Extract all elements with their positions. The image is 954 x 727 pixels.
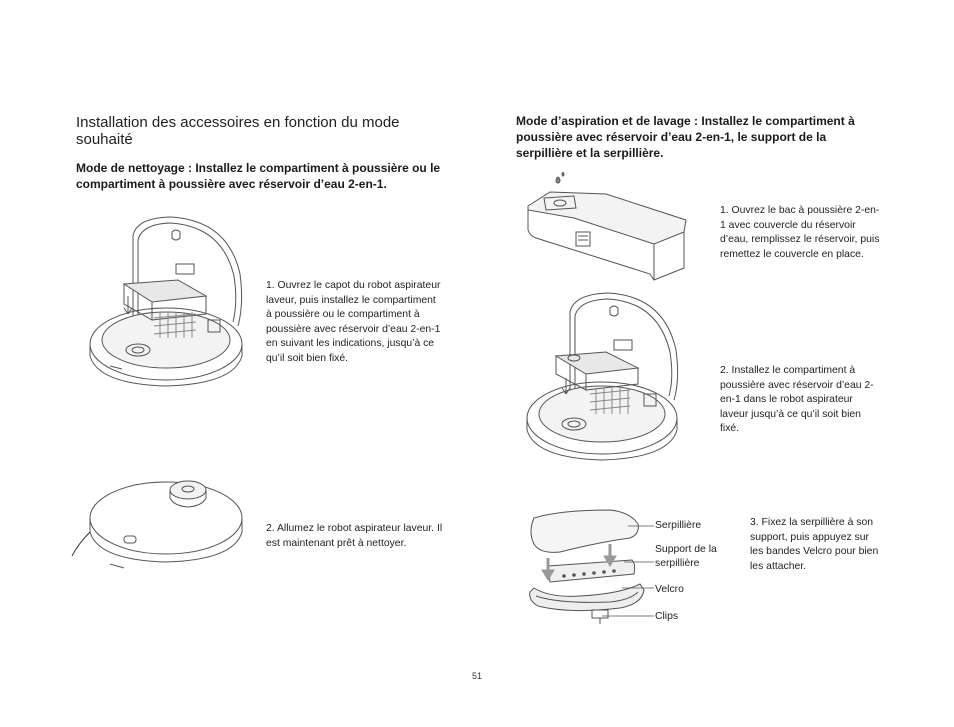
right-step-3-text: 3. Fixez la serpillière à son support, puis appuyez sur les bandes Velcro pour bien les attacher.	[750, 517, 879, 572]
page-number: 51	[471, 671, 482, 681]
robot-open-lid-illustration	[88, 214, 248, 386]
left-step-2-text: 2. Allumez le robot aspirateur laveur. Il est maintenant prêt à nettoyer.	[266, 523, 443, 549]
right-step-1-text: 1. Ouvrez le bac à poussière 2-en-1 avec couvercle du réservoir d’eau, remplissez le réservoir, puis remettez le couvercle en place.	[720, 205, 880, 260]
label-velcro: Velcro	[655, 584, 684, 595]
page-title: Installation des accessoires en fonction du mode souhaité	[76, 114, 400, 148]
label-serpilliere: Serpillière	[655, 520, 702, 531]
label-support: Support de la serpillière	[655, 544, 717, 569]
dustbox-water-tank-illustration	[524, 170, 690, 282]
label-clips: Clips	[655, 611, 679, 622]
label-leader-lines	[600, 520, 656, 620]
right-step-2-text: 2. Installez le compartiment à poussière avec réservoir d’eau 2-en-1 dans le robot aspirateur laveur jusqu’à ce qu’il soit bien fixé.	[720, 365, 874, 435]
cleaning-mode-heading: Mode de nettoyage : Installez le compartiment à poussière ou le compartiment à poussière avec réservoir d’eau 2-en-1.	[76, 161, 441, 191]
robot-closed-illustration	[70, 474, 246, 584]
robot-open-lid-dustbox-illustration	[526, 290, 684, 460]
mop-mode-heading: Mode d’aspiration et de lavage : Installez le compartiment à poussière avec réservoir d’eau 2-en-1, le support de la serpillière et la serpillière.	[516, 114, 855, 160]
left-step-1-text: 1. Ouvrez le capot du robot aspirateur laveur, puis installez le compartiment à poussière ou le compartiment à poussière avec réservoir d’eau 2-en-1 en suivant les indications, jusqu’à ce qu’il soit bien fixé.	[266, 280, 441, 364]
